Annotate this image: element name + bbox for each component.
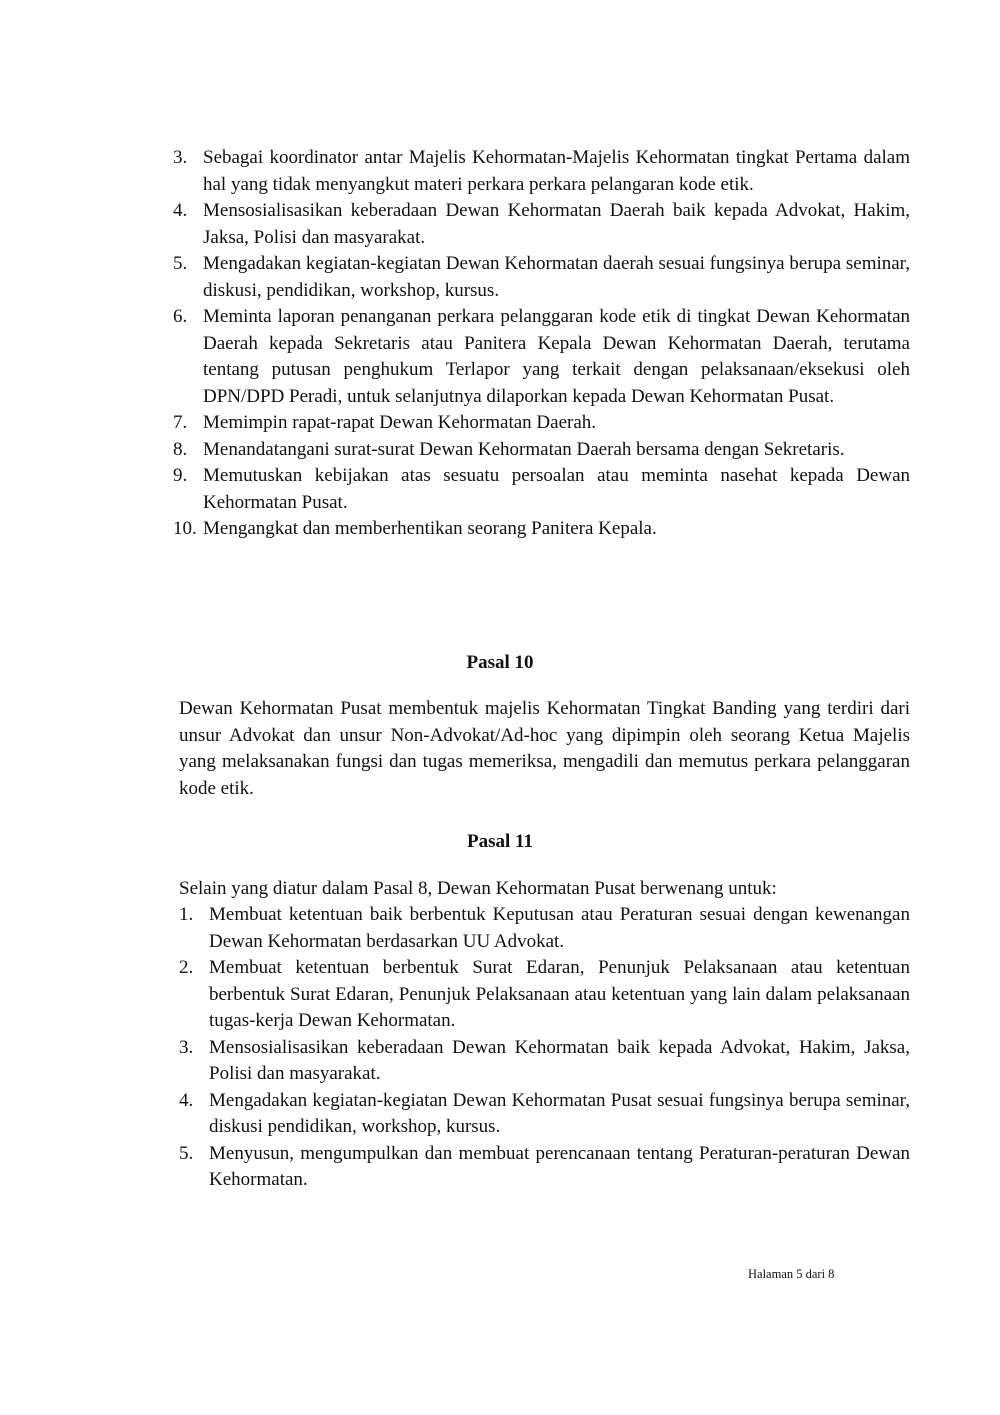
list-text: Mengadakan kegiatan-kegiatan Dewan Kehormatan daerah sesuai fungsinya berupa seminar, diskusi, pendidikan, workshop, kursus. [203, 253, 910, 301]
pasal-10-heading: Pasal 10 [466, 652, 534, 673]
numbered-list-continued [173, 145, 910, 543]
list-item [173, 251, 910, 304]
pasal-11-list [179, 902, 910, 1194]
list-item [179, 955, 910, 1035]
list-text: Membuat ketentuan baik berbentuk Keputusan atau Peraturan sesuai dengan kewenangan Dewan Kehormatan berdasarkan UU Advokat. [209, 904, 910, 952]
list-number: 4. [173, 200, 188, 221]
list-text: Mensosialisasikan keberadaan Dewan Kehormatan baik kepada Advokat, Hakim, Jaksa, Polisi dan masyarakat. [209, 1036, 910, 1084]
list-number: 1. [179, 904, 194, 925]
list-item [173, 437, 910, 464]
list-number: 6. [173, 306, 188, 327]
list-number: 8. [173, 438, 188, 460]
list-number: 5. [179, 1142, 194, 1164]
list-number: 7. [173, 412, 188, 433]
list-number: 3. [179, 1036, 194, 1058]
list-text: Membuat ketentuan berbentuk Surat Edaran, Penunjuk Pelaksanaan atau ketentuan berbentuk Surat Edaran, Penunjuk Pelaksanaan atau ketentuan yang lain dalam pelaksanaan tugas-kerja Dewan Kehormatan. [209, 957, 910, 1031]
pasal-10-paragraph: Dewan Kehormatan Pusat membentuk majelis Kehormatan Tingkat Banding yang terdiri dari unsur Advokat dan unsur Non-Advokat/Ad-hoc yang dipimpin oleh seorang Ketua Majelis yang melaksanakan fungsi dan tugas memeriksa, mengadili dan memutus perkara pelanggaran kode etik. [179, 698, 910, 799]
list-number: 4. [179, 1089, 194, 1111]
pasal-11-heading: Pasal 11 [467, 831, 533, 852]
list-item [179, 1141, 910, 1194]
list-text: Memimpin rapat-rapat Dewan Kehormatan Daerah. [203, 412, 597, 433]
list-text: Mensosialisasikan keberadaan Dewan Kehormatan Daerah baik kepada Advokat, Hakim, Jaksa, Polisi dan masyarakat. [203, 200, 910, 248]
list-number: 3. [173, 147, 188, 168]
list-item [173, 463, 910, 516]
list-number: 2. [179, 957, 194, 978]
list-text: Mengadakan kegiatan-kegiatan Dewan Kehormatan Pusat sesuai fungsinya berupa seminar, diskusi pendidikan, workshop, kursus. [209, 1089, 910, 1137]
list-text: Memutuskan kebijakan atas sesuatu persoalan atau meminta nasehat kepada Dewan Kehormatan Pusat. [203, 465, 910, 513]
list-text: Sebagai koordinator antar Majelis Kehormatan-Majelis Kehormatan tingkat Pertama dalam hal yang tidak menyangkut materi perkara perkara pelangaran kode etik. [203, 147, 910, 195]
list-text: Menandatangani surat-surat Dewan Kehormatan Daerah bersama dengan Sekretaris. [203, 438, 845, 460]
list-text: Meminta laporan penanganan perkara pelanggaran kode etik di tingkat Dewan Kehormatan Daerah kepada Sekretaris atau Panitera Kepala Dewan Kehormatan Daerah, terutama tentang putusan penghukum Terlapor yang terkait dengan pelaksanaan/eksekusi oleh DPN/DPD Peradi, untuk selanjutnya dilaporkan kepada Dewan Kehormatan Pusat. [203, 306, 910, 407]
list-text: Menyusun, mengumpulkan dan membuat perencanaan tentang Peraturan-peraturan Dewan Kehormatan. [209, 1142, 910, 1190]
list-item [173, 410, 910, 437]
list-item [173, 145, 910, 198]
list-item [173, 516, 910, 543]
list-number: 5. [173, 253, 188, 274]
list-item [173, 304, 910, 410]
list-item [173, 198, 910, 251]
page-number-footer: Halaman 5 dari 8 [748, 1267, 835, 1281]
pasal-11-intro: Selain yang diatur dalam Pasal 8, Dewan Kehormatan Pusat berwenang untuk: [179, 878, 777, 899]
list-number: 9. [173, 465, 188, 486]
list-item [179, 902, 910, 955]
list-item [179, 1035, 910, 1088]
list-text: Mengangkat dan memberhentikan seorang Panitera Kepala. [203, 518, 657, 539]
list-item [179, 1088, 910, 1141]
list-number: 10. [173, 518, 197, 539]
